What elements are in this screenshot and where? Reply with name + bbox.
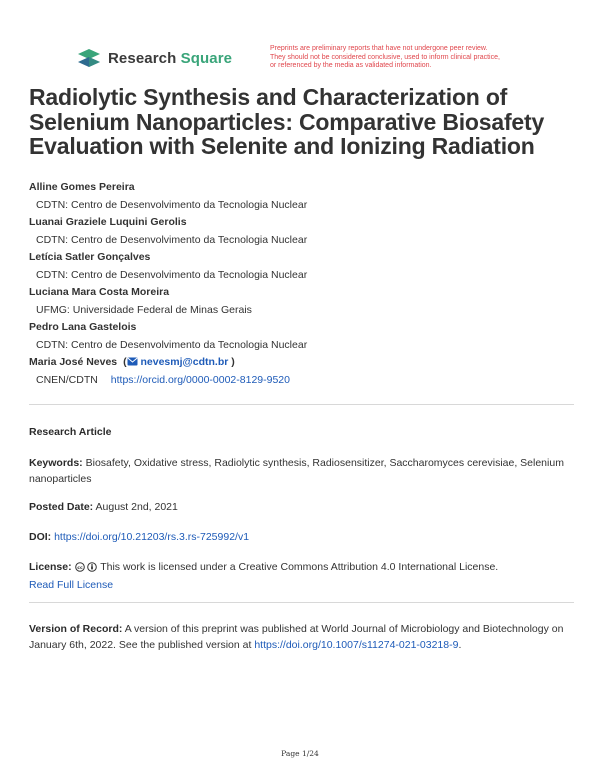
preprint-notice [270, 45, 540, 71]
envelope-icon [127, 357, 138, 366]
author-name: Maria José Neves [29, 356, 118, 368]
article-type-label: Research Article [29, 426, 112, 438]
author-affiliation-line [29, 373, 574, 390]
author-entry [29, 250, 574, 285]
page-header [0, 0, 600, 82]
read-full-license-link[interactable]: Read Full License [29, 579, 114, 591]
attribution-icon [87, 562, 97, 572]
version-of-record-text: A version of this preprint was published at World Journal of Microbiology and Biotechnology on January 6th, 2022. See the published version at [29, 623, 564, 651]
logo-text-main: Research [108, 49, 177, 67]
posted-date-value: August 2nd, 2021 [95, 501, 178, 513]
page-number: Page 1/24 [281, 749, 319, 758]
doi-link[interactable]: https://doi.org/10.21203/rs.3.rs-725992/v1 [54, 531, 250, 543]
orcid-link[interactable]: https://orcid.org/0000-0002-8129-9520 [110, 374, 290, 386]
author-name: Letícia Satler Gonçalves [29, 251, 151, 263]
version-of-record-field [29, 621, 577, 653]
version-of-record-end: . [458, 639, 462, 651]
article-title: Radiolytic Synthesis and Characterization of Selenium Nanoparticles: Comparative Biosafety Evaluation with Selenite and Ionizing Radiation [29, 84, 545, 159]
doi-field [29, 529, 577, 545]
logo-text-accent: Square [180, 49, 233, 67]
notice-line: or referenced by the media as validated information. [270, 62, 432, 69]
author-affiliation: CDTN: Centro de Desenvolvimento da Tecnologia Nuclear [36, 269, 308, 281]
author-affiliation: UFMG: Universidade Federal de Minas Gerais [36, 304, 252, 316]
author-affiliation: CDTN: Centro de Desenvolvimento da Tecnologia Nuclear [36, 234, 308, 246]
author-name: Alline Gomes Pereira [29, 181, 135, 193]
doi-label: DOI: [29, 531, 52, 543]
corresponding-author-name-line [29, 355, 574, 373]
author-name: Luciana Mara Costa Moreira [29, 286, 170, 298]
creative-commons-icons [75, 561, 98, 577]
posted-date-field [29, 499, 577, 515]
author-entry [29, 285, 574, 320]
posted-date-label: Posted Date: [29, 501, 94, 513]
license-field [29, 559, 577, 593]
svg-text:cc: cc [76, 565, 83, 571]
version-of-record-label: Version of Record: [29, 623, 123, 635]
article-type [29, 424, 577, 440]
research-square-logo-icon [76, 48, 102, 68]
author-entry [29, 180, 574, 215]
author-affiliation: CDTN: Centro de Desenvolvimento da Tecnologia Nuclear [36, 339, 308, 351]
author-name: Luanai Graziele Luquini Gerolis [29, 216, 187, 228]
author-affiliation: CDTN: Centro de Desenvolvimento da Tecnologia Nuclear [36, 199, 308, 211]
open-paren: ( [123, 356, 127, 368]
corresponding-author-entry [29, 355, 574, 390]
author-entry [29, 320, 574, 355]
license-text: This work is licensed under a Creative Commons Attribution 4.0 International License. [100, 561, 499, 573]
close-paren: ) [231, 356, 235, 368]
author-entry [29, 215, 574, 250]
author-list [29, 180, 574, 390]
license-label: License: [29, 561, 72, 573]
logo-text [108, 50, 232, 67]
notice-line: They should not be considered conclusive, used to inform clinical practice, [270, 53, 500, 61]
notice-line: Preprints are preliminary reports that have not undergone peer review. [270, 45, 488, 52]
author-name: Pedro Lana Gastelois [29, 321, 137, 333]
keywords-field [29, 455, 577, 487]
published-version-link[interactable]: https://doi.org/10.1007/s11274-021-03218-9 [254, 639, 459, 651]
author-email-link[interactable]: nevesmj@cdtn.br [140, 356, 229, 368]
author-affiliation: CNEN/CDTN [36, 374, 98, 386]
keywords-value: Biosafety, Oxidative stress, Radiolytic synthesis, Radiosensitizer, Saccharomyces cerevisiae, Selenium nanoparticles [29, 457, 564, 485]
section-divider [29, 404, 574, 405]
keywords-label: Keywords: [29, 457, 83, 469]
section-divider [29, 602, 574, 603]
cc-icon [75, 562, 85, 572]
research-square-logo[interactable] [76, 48, 232, 68]
